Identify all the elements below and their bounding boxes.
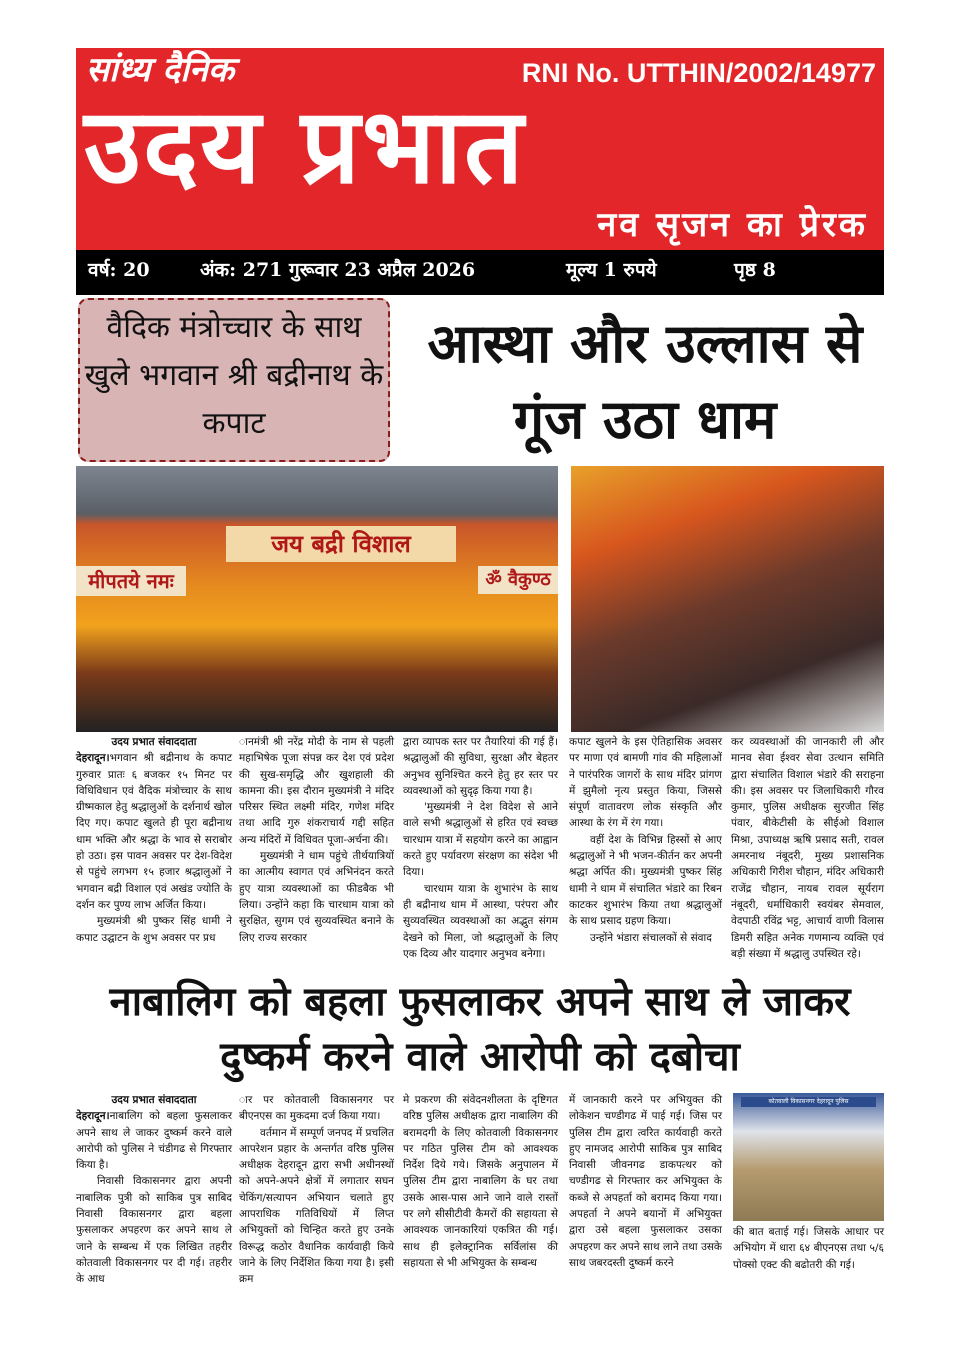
paragraph: ार पर कोतवाली विकासनगर पर बीएनएस का मुकदमा दर्ज किया गया। <box>239 1094 394 1123</box>
paragraph: 'मुख्यमंत्री ने देश विदेश से आने वाले सभी श्रद्धालुओं से हरित एवं स्वच्छ चारधाम यात्रा में सहयोग करने का आह्वान करते हुए पर्यावरण संरक्षण का संदेश भी दिया। <box>403 801 558 879</box>
story1-column <box>731 734 884 964</box>
paragraph <box>76 1108 232 1173</box>
paragraph: कपाट खुलने के इस ऐतिहासिक अवसर पर माणा एवं बामणी गांव की महिलाओं ने पारंपरिक जागरों के साथ मंदिर प्रांगण में झुमैलो नृत्य प्रस्तुत किया, जिससे संपूर्ण वातावरण लोक संस्कृति और आस्था के रंग में रंग गया। <box>569 736 722 830</box>
paragraph-text: भगवान श्री बद्रीनाथ के कपाट गुरुवार प्रातः ६ बजकर १५ मिनट पर विधिविधान एवं वैदिक मंत्रोच्चार के साथ ग्रीष्मकाल हेतु श्रद्धालुओं के दर्शनार्थ खोल दिए गए। कपाट खुलते ही पूरा बद्रीनाथ धाम भक्ति और श्रद्धा के भाव से सराबोर हो उठा। इस पावन अवसर पर देश-विदेश से पहुंचे लगभग १५ हजार श्रद्धालुओं ने भगवान बद्री विशाल एवं अखंड ज्योति के दर्शन कर पुण्य लाभ अर्जित किया। <box>76 752 232 911</box>
issue-date-label: अंक: 271 गुरूवार 23 अप्रैल 2026 <box>200 259 476 281</box>
story2-column <box>569 1092 722 1274</box>
rni-number: RNI No. UTTHIN/2002/14977 <box>521 58 876 88</box>
story2-column <box>76 1092 232 1286</box>
story1-byline: उदय प्रभात संवाददाता <box>111 736 197 748</box>
issue-info-bar <box>76 250 884 295</box>
masthead-tagline: सांध्य दैनिक <box>86 50 234 90</box>
paragraph: वर्तमान में सम्पूर्ण जनपद में प्रचलित आपरेशन प्रहार के अन्तर्गत वरिष्ठ पुलिस अधीक्षक देहरादून द्वारा सभी अधीनस्थों को अपने-अपने क्षेत्रों में लगातार सघन चेकिंग/सत्यापन अभियान चलाते हुए आपराधिक गतिविधियों में लिप्त अभियुक्तों को चिन्हित करते हुए उनके विरूद्ध कठोर वैधानिक कार्यवाही किये जाने के लिए निर्देशित किया गया है। इसी क्रम <box>239 1126 394 1286</box>
story1-column <box>239 734 394 964</box>
story1-column <box>76 734 232 964</box>
paragraph: द्वारा व्यापक स्तर पर तैयारियां की गई हैं। श्रद्धालुओं की सुविधा, सुरक्षा और बेहतर अनुभव सुनिश्चित करने हेतु हर स्तर पर व्यवस्थाओं को सुदृढ़ किया गया है। <box>403 736 558 797</box>
paragraph: की बात बताई गई। जिसके आधार पर अभियोग में धारा ६४ बीएनएस तथा ५/६ पोक्सो एक्ट की बढोतरी की गई। <box>733 1226 884 1271</box>
story1-column <box>569 734 722 964</box>
paragraph: वहीं देश के विभिन्न हिस्सों से आए श्रद्धालुओं ने भी भजन-कीर्तन कर अपनी श्रद्धा अर्पित की। मुख्यमंत्री पुष्कर सिंह धामी ने धाम में संचालित भंडारे का रिबन काटकर शुभारंभ किया तथा श्रद्धालुओं के साथ प्रसाद ग्रहण किया। <box>569 833 722 928</box>
story1-headline: आस्था और उल्लास से गूंज उठा धाम <box>427 312 863 451</box>
police-station-sign: कोतवाली विकासनगर देहरादून पुलिस <box>741 1097 876 1107</box>
paragraph: निवासी विकासनगर द्वारा अपनी नाबालिक पुत्री को साकिब पुत्र साबिद निवासी विकासनगर द्वारा बहला फुसलाकर अपहरण कर अपने साथ ले जाने के सम्बन्ध में एक लिखित तहरीर कोतवाली विकासनगर पर दी गई। तहरीर के आध <box>76 1175 232 1286</box>
dateline: देहरादून। <box>76 752 110 765</box>
story1-column <box>403 734 558 964</box>
masthead-slogan: नव सृजन का प्रेरक <box>597 205 868 245</box>
story1-subheadline-box: वैदिक मंत्रोच्चार के साथ खुले भगवान श्री बद्रीनाथ के कपाट <box>78 298 390 462</box>
arrest-photo <box>733 1093 884 1221</box>
temple-banner-text: जय बद्री विशाल <box>226 526 456 562</box>
paragraph <box>76 750 232 913</box>
paragraph: मुख्यमंत्री ने धाम पहुंचे तीर्थयात्रियों का आत्मीय स्वागत एवं अभिनंदन करते हुए यात्रा व्यवस्थाओं का फीडबैक भी लिया। उन्होंने कहा कि चारधाम यात्रा को सुरक्षित, सुगम एवं सुव्यवस्थित बनाने के लिए राज्य सरकार <box>239 850 394 944</box>
temple-right-sign: ॐ वैकुण्ठ <box>478 566 558 594</box>
story2-headline: नाबालिग को बहला फुसलाकर अपने साथ ले जाकर दुष्कर्म करने वाले आरोपी को दबोचा <box>109 979 851 1080</box>
paragraph: मुख्यमंत्री श्री पुष्कर सिंह धामी ने कपाट उद्घाटन के शुभ अवसर पर प्रध <box>76 915 232 944</box>
paragraph: कर व्यवस्थाओं की जानकारी ली और मानव सेवा ईश्वर सेवा उत्थान समिति द्वारा संचालित विशाल भंडारे की सराहना की। इस अवसर पर जिलाधिकारी गौरव कुमार, पुलिस अधीक्षक सुरजीत सिंह पंवार, बीकेटीसी के सीईओ विशाल मिश्रा, उपाध्यक्ष ऋषि प्रसाद सती, रावल अमरनाथ नंबूदरी, मुख्य प्रशासनिक अधिकारी गिरीश चौहान, मंदिर अधिकारी राजेंद्र चौहान, नायब रावल सूर्यराग नंबूदरी, धर्माधिकारी स्वयंबर सेमवाल, वेदपाठी रविंद्र भट्ट, आचार्य वाणी विलास डिमरी सहित अनेक गणमान्य व्यक्ति एवं बड़ी संख्या में श्रद्धालु उपस्थित रहे। <box>731 736 884 960</box>
dateline: देहरादून। <box>76 1110 110 1123</box>
story2-column <box>733 1224 884 1274</box>
paragraph-text: नाबालिग को बहला फुसलाकर अपने साथ ले जाकर दुष्कर्म करने वाले आरोपी को पुलिस ने चंडीगढ से गिरफ्तार किया है। <box>76 1110 232 1172</box>
story2-byline: उदय प्रभात संवाददाता <box>111 1094 197 1106</box>
year-label: वर्ष: 20 <box>88 259 150 281</box>
story2-column <box>403 1092 558 1274</box>
chief-minister-photo <box>571 466 884 732</box>
masthead <box>76 48 884 250</box>
paragraph: मे प्रकरण की संवेदनशीलता के दृष्टिगत वरिष्ठ पुलिस अधीक्षक द्वारा नाबालिग की बरामदगी के लिए कोतवाली विकासनगर पर गठित पुलिस टीम को आवश्यक निर्देश दिये गये। जिसके अनुपालन में पुलिस टीम द्वारा नाबालिग के घर तथा उसके आस-पास आने जाने वाले रास्तों पर लगे सीसीटीवी कैमरों की सहायता से आवश्यक जानकारियां एकत्रित की गई। साथ ही इलेक्ट्रानिक सर्विलांस की सहायता से भी अभियुक्त के सम्बन्ध <box>403 1094 558 1269</box>
temple-left-sign: मीपतये नमः <box>76 566 186 596</box>
story2-column <box>239 1092 394 1286</box>
newspaper-name-logo: उदय प्रभात <box>84 85 526 207</box>
paragraph: में जानकारी करने पर अभियुक्त की लोकेशन चण्डीगढ में पाई गई। जिस पर पुलिस टीम द्वारा त्वरित कार्यवाही करते हुए नामजद आरोपी साकिब पुत्र साबिद निवासी जीवनगढ डाकपत्थर को चण्डीगढ से गिरफ्तार कर अभियुक्त के कब्जे से अपहर्ता को बरामद किया गया। अपहर्ता ने अपने बयानों में अभियुक्त द्वारा उसे बहला फुसलाकर उसका अपहरण कर अपने साथ लाने तथा उसके साथ जबरदस्ती दुष्कर्म करने <box>569 1094 722 1269</box>
paragraph: ानमंत्री श्री नरेंद्र मोदी के नाम से पहली महाभिषेक पूजा संपन्न कर देश एवं प्रदेश की सुख-समृद्धि और खुशहाली की कामना की। इस दौरान मुख्यमंत्री ने मंदिर परिसर स्थित लक्ष्मी मंदिर, गणेश मंदिर तथा आदि गुरु शंकराचार्य गद्दी सहित अन्य मंदिरों में विधिवत पूजा-अर्चना की। <box>239 736 394 846</box>
temple-photo <box>76 466 558 732</box>
paragraph: उन्होंने भंडारा संचालकों से संवाद <box>590 931 712 944</box>
price-label: मूल्य 1 रुपये <box>566 259 657 281</box>
paragraph: चारधाम यात्रा के शुभारंभ के साथ ही बद्रीनाथ धाम में आस्था, परंपरा और सुव्यवस्थित व्यवस्थाओं का अद्भुत संगम देखने को मिला, जो श्रद्धालुओं के लिए एक दिव्य और यादगार अनुभव बनेगा। <box>403 882 558 960</box>
page-number-label: पृष्ठ 8 <box>734 259 776 281</box>
